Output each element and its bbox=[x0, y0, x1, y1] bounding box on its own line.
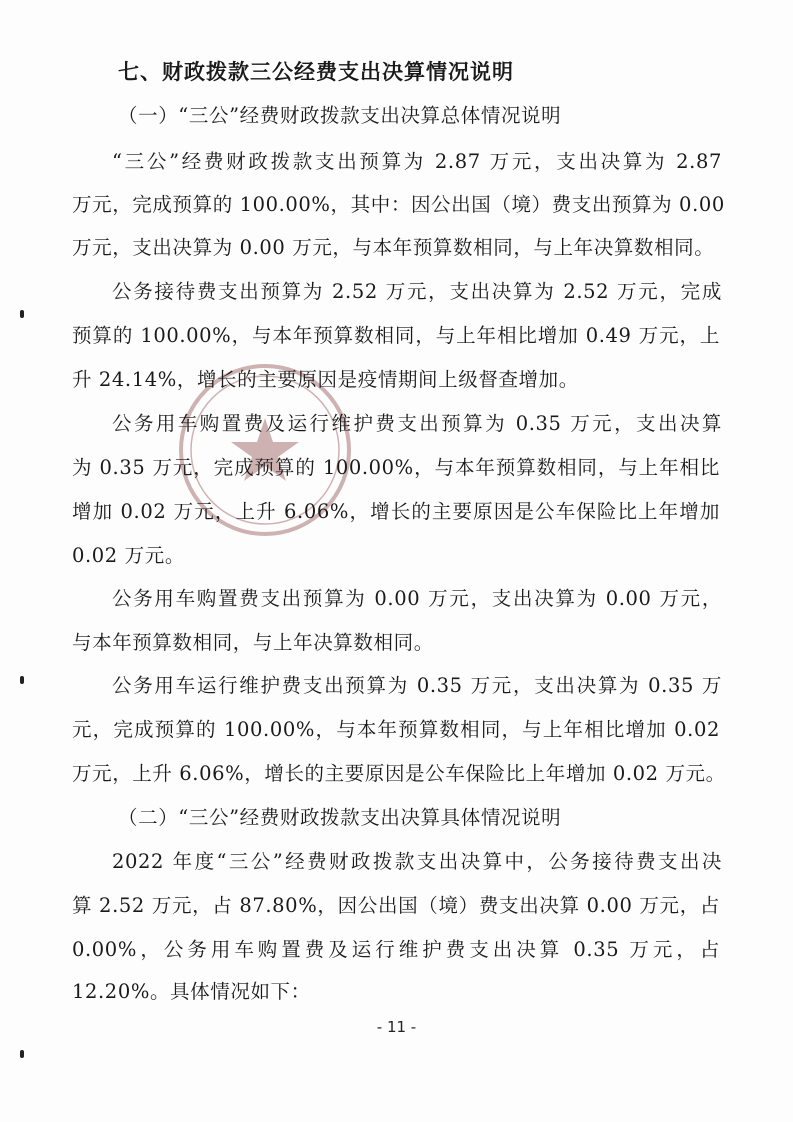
paragraph-line: 为 0.35 万元，完成预算的 100.00%，与本年预算数相同，与上年相比 bbox=[72, 456, 720, 479]
paragraph-line: 与本年预算数相同，与上年决算数相同。 bbox=[72, 631, 434, 654]
paragraph-line: “三公”经费财政拨款支出预算为 2.87 万元，支出决算为 2.87 bbox=[112, 150, 722, 173]
paragraph-line: 0.00%，公务用车购置费及运行维护费支出决算 0.35 万元，占 bbox=[72, 938, 720, 961]
binding-mark bbox=[20, 310, 24, 318]
binding-mark bbox=[20, 1050, 24, 1058]
paragraph-line: 万元，完成预算的 100.00%，其中：因公出国（境）费支出预算为 0.00 bbox=[72, 193, 725, 216]
paragraph-line: 元，完成预算的 100.00%，与本年预算数相同，与上年相比增加 0.02 bbox=[72, 718, 720, 741]
paragraph-line: 公务接待费支出预算为 2.52 万元，支出决算为 2.52 万元，完成 bbox=[112, 280, 722, 303]
paragraph-line: 万元，支出决算为 0.00 万元，与本年预算数相同，与上年决算数相同。 bbox=[72, 236, 715, 259]
paragraph-line: 12.20%。具体情况如下： bbox=[72, 980, 311, 1003]
paragraph-line: 升 24.14%，增长的主要原因是疫情期间上级督查增加。 bbox=[72, 368, 579, 391]
page-number: - 11 - bbox=[376, 1018, 417, 1036]
binding-mark bbox=[20, 676, 24, 684]
paragraph-line: 公务用车运行维护费支出预算为 0.35 万元，支出决算为 0.35 万 bbox=[112, 674, 722, 697]
paragraph-line: 0.02 万元。 bbox=[72, 544, 185, 567]
paragraph-line: 增加 0.02 万元，上升 6.06%，增长的主要原因是公车保险比上年增加 bbox=[72, 500, 720, 523]
paragraph-line: 公务用车购置费及运行维护费支出预算为 0.35 万元，支出决算 bbox=[112, 412, 722, 435]
paragraph-line: 公务用车购置费支出预算为 0.00 万元，支出决算为 0.00 万元， bbox=[112, 587, 722, 610]
paragraph-line: 预算的 100.00%，与本年预算数相同，与上年相比增加 0.49 万元，上 bbox=[72, 324, 720, 347]
paragraph-line: 算 2.52 万元，占 87.80%，因公出国（境）费支出决算 0.00 万元，占 bbox=[72, 894, 720, 917]
subsection-title-1: （一）“三公”经费财政拨款支出决算总体情况说明 bbox=[118, 104, 562, 127]
paragraph-line: 万元，上升 6.06%，增长的主要原因是公车保险比上年增加 0.02 万元。 bbox=[72, 762, 726, 785]
subsection-title-2: （二）“三公”经费财政拨款支出决算具体情况说明 bbox=[118, 806, 562, 829]
paragraph-line: 2022 年度“三公”经费财政拨款支出决算中，公务接待费支出决 bbox=[112, 850, 722, 873]
section-heading: 七、财政拨款三公经费支出决算情况说明 bbox=[118, 60, 514, 84]
